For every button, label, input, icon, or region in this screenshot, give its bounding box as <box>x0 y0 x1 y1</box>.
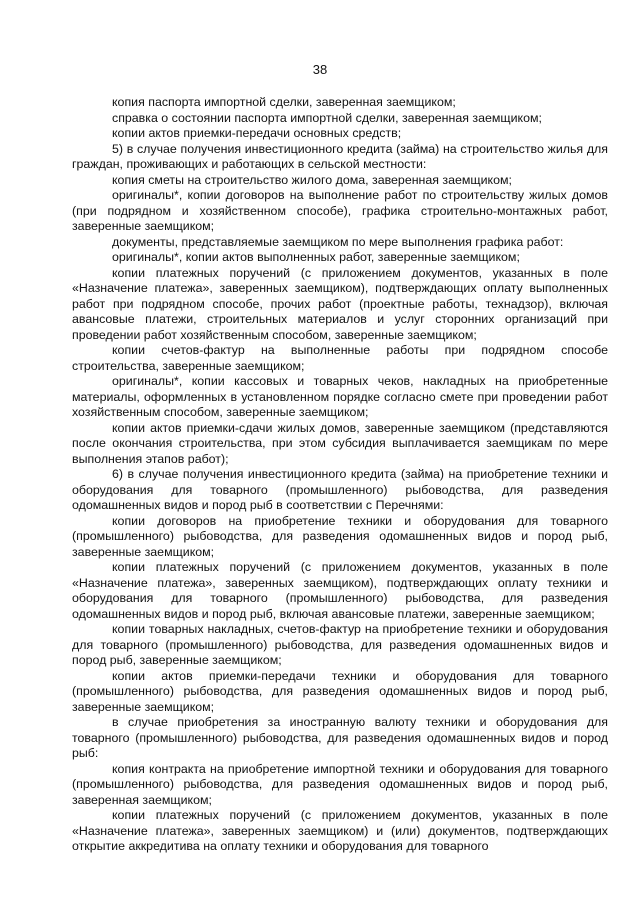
paragraph: копии актов приемки-сдачи жилых домов, заверенные заемщиком (представляются после окончания строительства, при этом субсидия выплачивается заемщикам по мере выполнения этапов работ); <box>72 420 608 466</box>
document-body <box>72 95 608 855</box>
paragraph: копии платежных поручений (с приложением документов, указанных в поле «Назначение платежа», заверенных заемщиком) и (или) документов, подтверждающих открытие аккредитива на оплату техники и оборудования для товарного <box>72 808 608 853</box>
paragraph: документы, представляемые заемщиком по мере выполнения графика работ: <box>112 234 564 249</box>
paragraph: копия сметы на строительство жилого дома, заверенная заемщиком; <box>112 172 512 187</box>
paragraph: оригиналы*, копии договоров на выполнение работ по строительству жилых домов (при подрядном и хозяйственном способе), графика строительно-монтажных работ, заверенные заемщиком; <box>72 188 608 233</box>
paragraph: копии товарных накладных, счетов-фактур на приобретение техники и оборудования для товарного (промышленного) рыбоводства, для разведения одомашненных видов и пород рыб, заверенные заемщиком; <box>72 622 608 667</box>
page-number: 38 <box>312 62 328 77</box>
paragraph: копии актов приемки-передачи техники и оборудования для товарного (промышленного) рыбоводства, для разведения одомашненных видов и пород рыб, заверенные заемщиком; <box>72 668 608 714</box>
paragraph: копия контракта на приобретение импортной техники и оборудования для товарного (промышленного) рыбоводства, для разведения одомашненных видов и пород рыб, заверенная заемщиком; <box>72 761 608 807</box>
paragraph: справка о состоянии паспорта импортной сделки, заверенная заемщиком; <box>112 110 542 125</box>
paragraph: копии платежных поручений (с приложением документов, указанных в поле «Назначение платежа», заверенных заемщиком), подтверждающих оплату выполненных работ при подрядном способе, прочих работ (проектные работы, технадзор), включая авансовые платежи, строительных материалов и услуг сторонних организаций при проведении работ хозяйственным способом, заверенные заемщиком; <box>72 265 608 342</box>
paragraph: 6) в случае получения инвестиционного кредита (займа) на приобретение техники и оборудования для товарного (промышленного) рыбоводства, для разведения одомашненных видов и пород рыб в соответствии с Перечнями: <box>72 467 608 512</box>
paragraph: копии актов приемки-передачи основных средств; <box>112 126 402 140</box>
paragraph: оригиналы*, копии кассовых и товарных чеков, накладных на приобретенные материалы, оформленных в установленном порядке согласно смете при проведении работ хозяйственным способом, заверенные заемщиком; <box>72 374 608 419</box>
paragraph: копия паспорта импортной сделки, заверенная заемщиком; <box>112 95 456 109</box>
paragraph: в случае приобретения за иностранную валюту техники и оборудования для товарного (промышленного) рыбоводства, для разведения одомашненных видов и пород рыб: <box>72 715 608 760</box>
paragraph: копии платежных поручений (с приложением документов, указанных в поле «Назначение платежа», заверенных заемщиком), подтверждающих оплату техники и оборудования для товарного (промышленного) рыбоводства, для разведения одомашненных видов и пород рыб, включая авансовые платежи, заверенные заемщиком; <box>72 560 608 621</box>
paragraph: оригиналы*, копии актов выполненных работ, заверенные заемщиком; <box>112 250 520 264</box>
paragraph: 5) в случае получения инвестиционного кредита (займа) на строительство жилья для граждан, проживающих и работающих в сельской местности: <box>72 141 608 171</box>
paragraph: копии договоров на приобретение техники и оборудования для товарного (промышленного) рыбоводства, для разведения одомашненных видов и пород рыб, заверенные заемщиком; <box>72 513 608 559</box>
paragraph: копии счетов-фактур на выполненные работы при подрядном способе строительства, заверенные заемщиком; <box>72 343 608 373</box>
